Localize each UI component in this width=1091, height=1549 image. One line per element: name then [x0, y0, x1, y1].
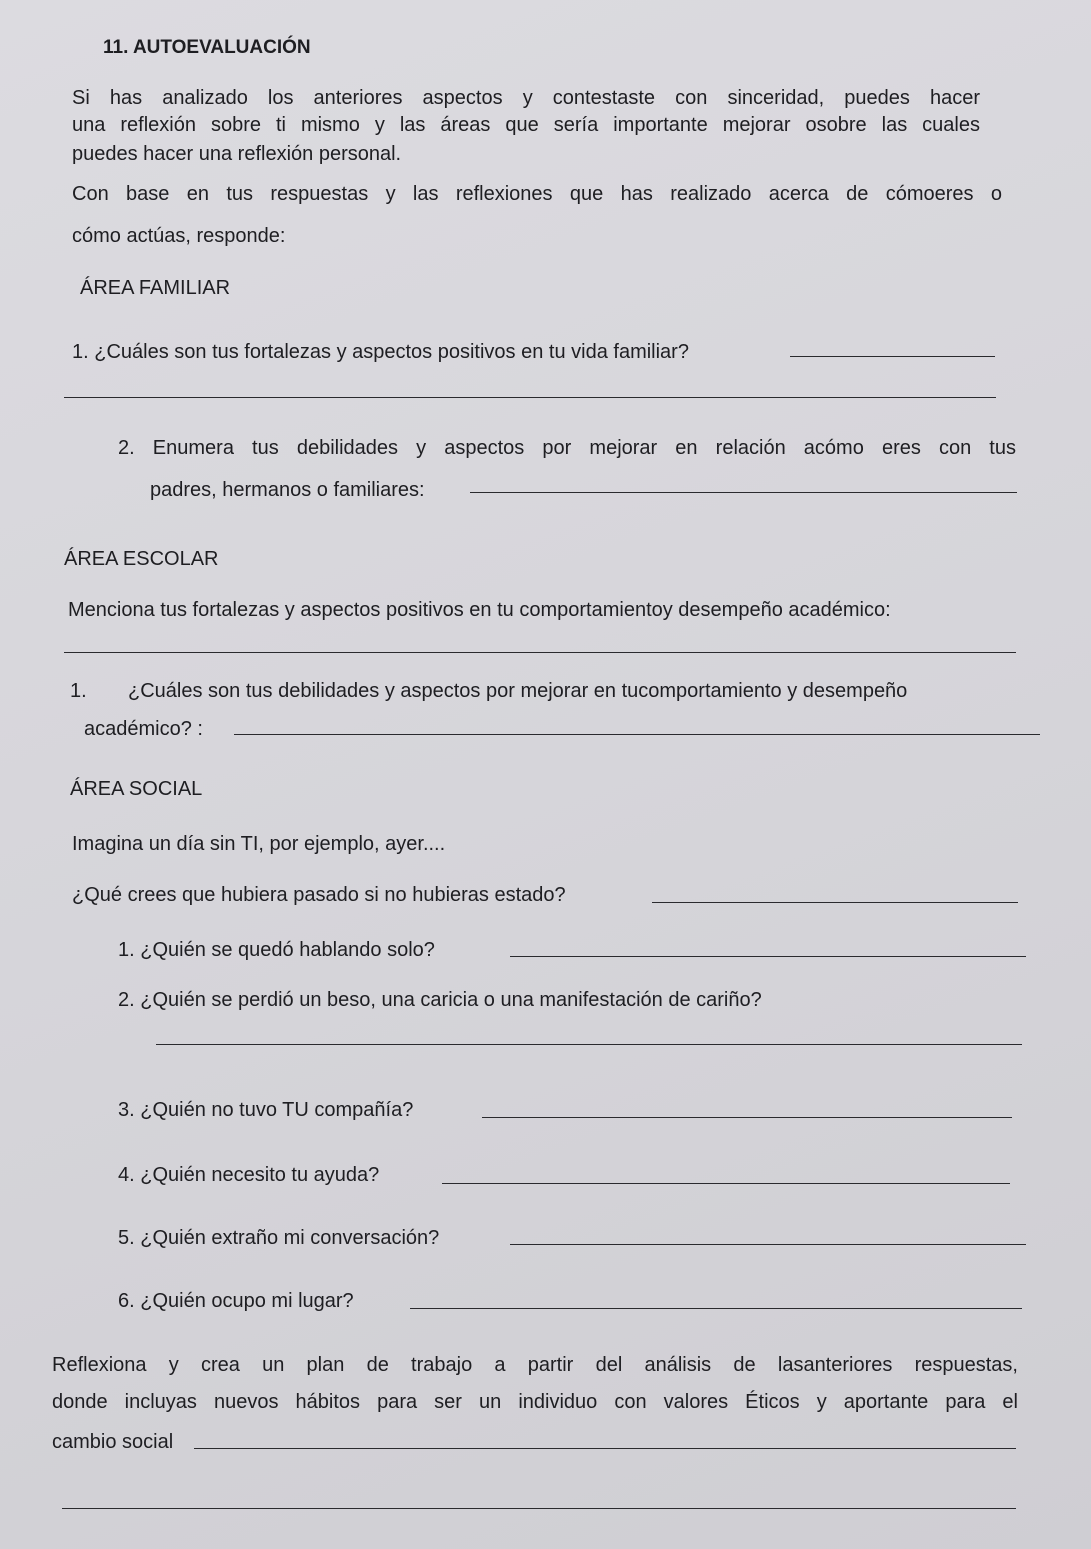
- heading-area-familiar: ÁREA FAMILIAR: [80, 277, 231, 299]
- instruction-line-1: Con base en tus respuestas y las reflexiones que has realizado acerca de cómoeres o: [72, 183, 1002, 205]
- answer-line[interactable]: [510, 956, 1026, 957]
- answer-line[interactable]: [234, 734, 1040, 735]
- familiar-question-1: 1. ¿Cuáles son tus fortalezas y aspectos positivos en tu vida familiar?: [72, 341, 689, 363]
- closing-line-3: cambio social: [52, 1431, 174, 1453]
- escolar-question-1-line-1: ¿Cuáles son tus debilidades y aspectos por mejorar en tucomportamiento y desempeño: [128, 680, 908, 702]
- answer-line[interactable]: [62, 1508, 1016, 1509]
- intro-line-1: Si has analizado los anteriores aspectos y contestaste con sinceridad, puedes hacer: [72, 87, 980, 109]
- social-question-0: ¿Qué crees que hubiera pasado si no hubieras estado?: [72, 884, 566, 906]
- answer-line[interactable]: [470, 492, 1017, 493]
- closing-line-2: donde incluyas nuevos hábitos para ser un individuo con valores Éticos y aportante para el: [52, 1391, 1018, 1413]
- answer-line[interactable]: [482, 1117, 1012, 1118]
- closing-line-1: Reflexiona y crea un plan de trabajo a partir del análisis de lasanteriores respuestas,: [52, 1354, 1018, 1376]
- heading-area-social: ÁREA SOCIAL: [70, 778, 203, 800]
- intro-line-2: una reflexión sobre ti mismo y las áreas que sería importante mejorar osobre las cuales: [72, 114, 980, 136]
- answer-line[interactable]: [652, 902, 1018, 903]
- social-question-1: 1. ¿Quién se quedó hablando solo?: [118, 939, 435, 961]
- answer-line[interactable]: [64, 397, 996, 398]
- answer-line[interactable]: [790, 356, 995, 357]
- social-question-6: 6. ¿Quién ocupo mi lugar?: [118, 1290, 354, 1312]
- section-title: 11. AUTOEVALUACIÓN: [103, 37, 311, 58]
- escolar-question-0: Menciona tus fortalezas y aspectos positivos en tu comportamientoy desempeño académico:: [68, 599, 891, 621]
- intro-line-3: puedes hacer una reflexión personal.: [72, 143, 402, 165]
- answer-line[interactable]: [510, 1244, 1026, 1245]
- familiar-question-2-line-1: 2. Enumera tus debilidades y aspectos por mejorar en relación acómo eres con tus: [118, 437, 1016, 459]
- answer-line[interactable]: [442, 1183, 1010, 1184]
- familiar-question-2-line-2: padres, hermanos o familiares:: [150, 479, 425, 501]
- escolar-question-1-number: 1.: [70, 680, 87, 702]
- social-question-5: 5. ¿Quién extraño mi conversación?: [118, 1227, 440, 1249]
- instruction-line-2: cómo actúas, responde:: [72, 225, 286, 247]
- social-question-3: 3. ¿Quién no tuvo TU compañía?: [118, 1099, 414, 1121]
- answer-line[interactable]: [410, 1308, 1022, 1309]
- social-prompt: Imagina un día sin TI, por ejemplo, ayer....: [72, 833, 446, 855]
- answer-line[interactable]: [64, 652, 1016, 653]
- answer-line[interactable]: [156, 1044, 1022, 1045]
- heading-area-escolar: ÁREA ESCOLAR: [64, 548, 219, 570]
- social-question-4: 4. ¿Quién necesito tu ayuda?: [118, 1164, 380, 1186]
- social-question-2: 2. ¿Quién se perdió un beso, una caricia o una manifestación de cariño?: [118, 989, 762, 1011]
- answer-line[interactable]: [194, 1448, 1016, 1449]
- escolar-question-1-line-2: académico? :: [84, 718, 203, 740]
